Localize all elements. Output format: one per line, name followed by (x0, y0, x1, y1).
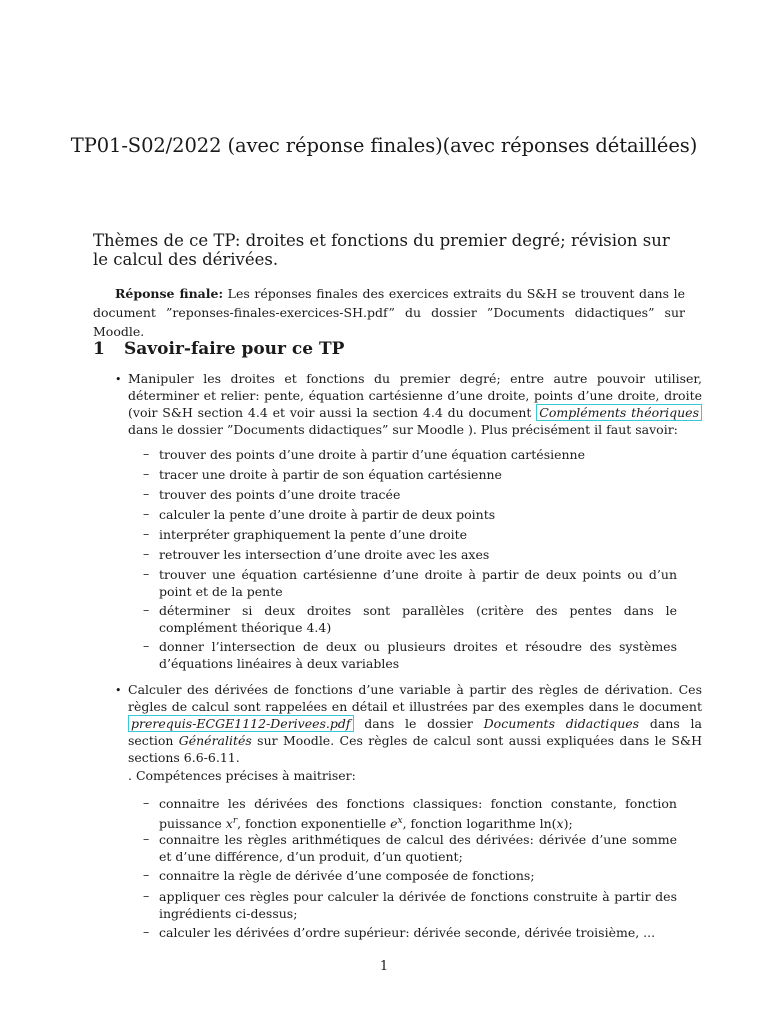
dash-icon: – (143, 638, 150, 653)
skill-item: interpréter graphiquement la pente d’une droite (159, 527, 468, 542)
bullet-icon: • (115, 684, 122, 697)
competence-text: ); (563, 816, 573, 832)
competence-text: , fonction exponentielle (237, 816, 391, 832)
dash-icon: – (143, 486, 150, 501)
dash-icon: – (143, 602, 150, 617)
document-title: TP01-S02/2022 (avec réponse finales)(avec réponses détaillées) (70, 134, 698, 157)
themes-paragraph: Thèmes de ce TP: droites et fonctions du premier degré; révision sur le calcul des dérivées. (93, 231, 670, 269)
documents-didactiques-folder: Documents didactiques (483, 716, 640, 731)
competences-label: . Compétences précises à maitriser: (128, 768, 356, 783)
skill-item: donner l’intersection de deux ou plusieurs droites et résoudre des systèmes d’équations linéaires à deux variables (159, 639, 677, 671)
dash-icon: – (143, 566, 150, 581)
competence-item (159, 795, 677, 832)
dash-icon: – (143, 546, 150, 561)
bullet-2-text (128, 681, 702, 766)
dash-icon: – (143, 867, 150, 882)
section-title: Savoir-faire pour ce TP (124, 339, 345, 359)
skill-item: trouver des points d’une droite à partir d’une équation cartésienne (159, 447, 586, 462)
math-r: r (232, 816, 238, 826)
bullet-1-pre: Manipuler les droites et fonctions du premier degré; entre autre pouvoir utiliser, déterminer et relier: pente, équation cartésienne d’une droite, points d’une droite, droite (voir S&H section 4.4 et voir aussi la section 4.4 du document (128, 371, 702, 420)
bullet-2-mid1: dans le dossier (353, 716, 484, 731)
competence-text: connaitre les dérivées des fonctions classiques: fonction constante, fonction puissance (159, 796, 677, 832)
prerequis-derivees-link[interactable]: prerequis-ECGE1112-Derivees.pdf (128, 715, 354, 732)
skill-item: trouver une équation cartésienne d’une droite à partir de deux points ou d’un point et de la pente (159, 567, 677, 599)
bullet-2-post: sur Moodle. Ces règles de calcul sont aussi expliquées dans le S&H sections 6.6-6.11. (128, 733, 702, 765)
math-x: x (556, 816, 564, 832)
bullet-2-mid2: dans la section (128, 716, 703, 748)
bullet-1-post: dans le dossier ”Documents didactiques” sur Moodle ). Plus précisément il faut savoir: (128, 422, 678, 437)
generalites-section: Généralités (178, 733, 252, 748)
dash-icon: – (143, 466, 150, 481)
dash-icon: – (143, 831, 150, 846)
section-heading (93, 339, 344, 359)
bullet-1-text (128, 370, 702, 438)
dash-icon: – (143, 795, 150, 810)
dash-icon: – (143, 924, 150, 939)
skill-item: calculer la pente d’une droite à partir de deux points (159, 507, 496, 522)
math-e: e (390, 816, 398, 832)
dash-icon: – (143, 506, 150, 521)
bullet-2-pre: Calculer des dérivées de fonctions d’une variable à partir des règles de dérivation. Ces règles de calcul sont rappelées en détail et illustrées par des exemples dans le document (128, 682, 702, 714)
reponse-finale-label: Réponse finale: (115, 286, 224, 301)
dash-icon: – (143, 526, 150, 541)
competence-text: , fonction logarithme ln( (402, 816, 557, 832)
skill-item: tracer une droite à partir de son équation cartésienne (159, 467, 502, 482)
reponse-finale-paragraph (93, 284, 685, 341)
dash-icon: – (143, 446, 150, 461)
competence-item: connaitre les règles arithmétiques de calcul des dérivées: dérivée d’une somme et d’une différence, d’un produit, d’un quotient; (159, 832, 677, 864)
skill-item: trouver des points d’une droite tracée (159, 487, 401, 502)
dash-icon: – (143, 888, 150, 903)
bullet-icon: • (115, 373, 122, 386)
math-x: x (397, 816, 403, 826)
page-number: 1 (379, 959, 389, 974)
math-x: x (225, 816, 233, 832)
competence-item: connaitre la règle de dérivée d’une composée de fonctions; (159, 868, 535, 883)
section-number: 1 (93, 339, 105, 359)
competence-item: appliquer ces règles pour calculer la dérivée de fonctions construite à partir des ingrédients ci-dessus; (159, 889, 677, 921)
complements-theoriques-link[interactable]: Compléments théoriques (536, 404, 702, 421)
skill-item: retrouver les intersection d’une droite avec les axes (159, 547, 490, 562)
reponse-finale-text: Les réponses finales des exercices extraits du S&H se trouvent dans le document ”reponses-finales-exercices-SH.pdf” du dossier ”Documents didactiques” sur Moodle. (93, 286, 685, 339)
competence-item: calculer les dérivées d’ordre supérieur: dérivée seconde, dérivée troisième, ... (159, 925, 656, 940)
skill-item: déterminer si deux droites sont parallèles (critère des pentes dans le complément théorique 4.4) (159, 603, 677, 635)
